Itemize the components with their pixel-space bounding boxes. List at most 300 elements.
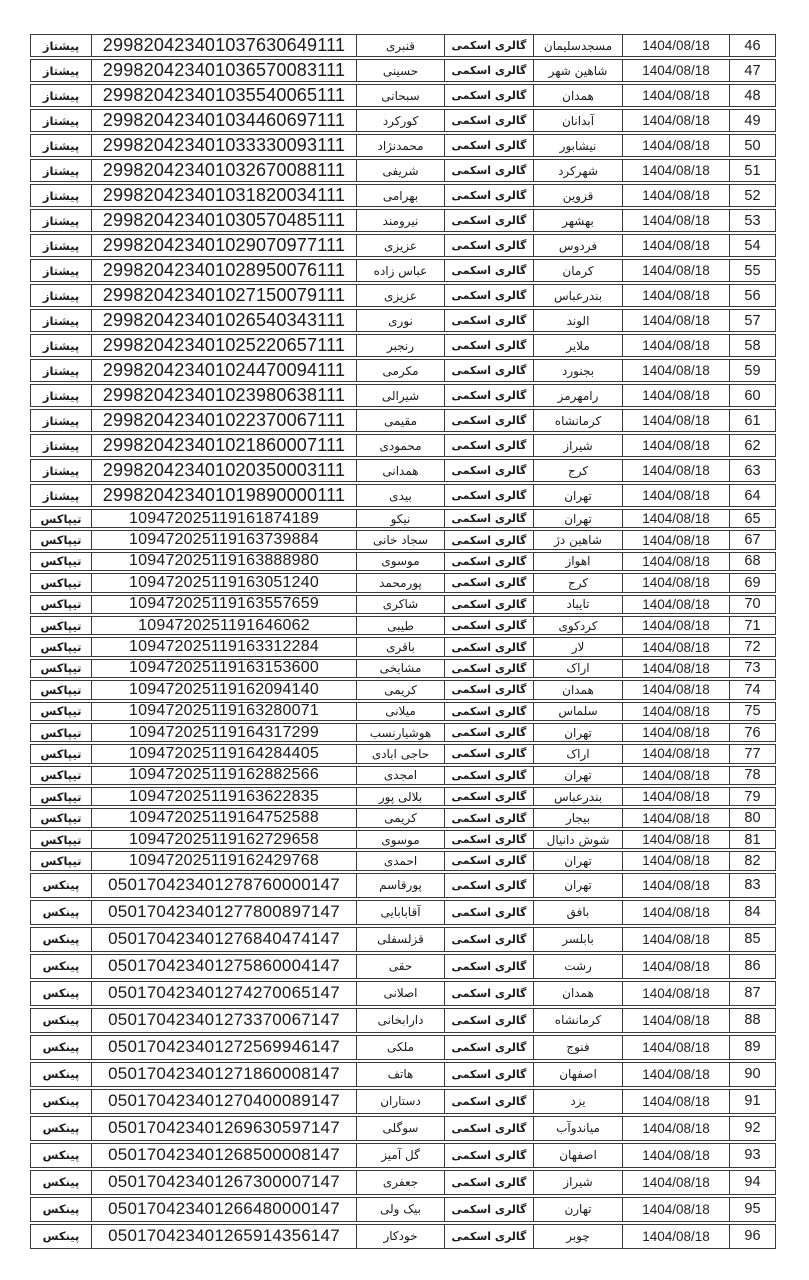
sender-cell: گالری اسکمی xyxy=(444,1089,534,1114)
sender-cell: گالری اسکمی xyxy=(444,766,534,785)
sender-cell: گالری اسکمی xyxy=(444,702,534,721)
destination-city-cell: تهارن xyxy=(533,1197,623,1222)
row-number-cell: 52 xyxy=(729,184,776,207)
row-number-cell: 68 xyxy=(729,552,776,571)
table-row xyxy=(30,787,776,806)
table-row xyxy=(30,954,776,979)
shipping-method-cell: پیشتاز xyxy=(30,34,92,57)
destination-city-cell: همدان xyxy=(533,84,623,107)
row-number-cell: 94 xyxy=(729,1170,776,1195)
date-cell: 1404/08/18 xyxy=(622,459,730,482)
recipient-name-cell: سبحانی xyxy=(356,84,445,107)
row-number-cell: 51 xyxy=(729,159,776,182)
recipient-name-cell: گل آمیز xyxy=(356,1143,445,1168)
tracking-number-cell: 109472025119164752588 xyxy=(91,808,357,827)
recipient-name-cell: آقابابایی xyxy=(356,900,445,925)
table-row xyxy=(30,184,776,207)
tracking-number-cell: 299820423401024470094111 xyxy=(91,359,357,382)
row-number-cell: 87 xyxy=(729,981,776,1006)
row-number-cell: 90 xyxy=(729,1062,776,1087)
shipping-method-cell: پیشتاز xyxy=(30,284,92,307)
recipient-name-cell: کریمی xyxy=(356,680,445,699)
sender-cell: گالری اسکمی xyxy=(444,744,534,763)
table-row xyxy=(30,134,776,157)
destination-city-cell: لار xyxy=(533,637,623,656)
recipient-name-cell: میلانی xyxy=(356,702,445,721)
tracking-number-cell: 299820423401027150079111 xyxy=(91,284,357,307)
tracking-number-cell: 299820423401033330093111 xyxy=(91,134,357,157)
date-cell: 1404/08/18 xyxy=(622,954,730,979)
recipient-name-cell: احمدی xyxy=(356,851,445,870)
tracking-number-cell: 109472025119163280071 xyxy=(91,702,357,721)
recipient-name-cell: مشایخی xyxy=(356,659,445,678)
destination-city-cell: فنوج xyxy=(533,1035,623,1060)
shipping-method-cell: پیشتاز xyxy=(30,184,92,207)
shipping-method-cell: پینکس xyxy=(30,954,92,979)
destination-city-cell: شهرکرد xyxy=(533,159,623,182)
destination-city-cell: شوش دانیال xyxy=(533,830,623,849)
sender-cell: گالری اسکمی xyxy=(444,552,534,571)
sender-cell: گالری اسکمی xyxy=(444,680,534,699)
row-number-cell: 61 xyxy=(729,409,776,432)
tracking-number-cell: 109472025119164284405 xyxy=(91,744,357,763)
tracking-number-cell: 299820423401026540343111 xyxy=(91,309,357,332)
row-number-cell: 76 xyxy=(729,723,776,742)
table-row xyxy=(30,109,776,132)
date-cell: 1404/08/18 xyxy=(622,981,730,1006)
shipping-method-cell: تیپاکس xyxy=(30,744,92,763)
sender-cell: گالری اسکمی xyxy=(444,484,534,507)
tracking-number-cell: 050170423401267300007147 xyxy=(91,1170,357,1195)
tracking-number-cell: 299820423401032670088111 xyxy=(91,159,357,182)
date-cell: 1404/08/18 xyxy=(622,873,730,898)
sender-cell: گالری اسکمی xyxy=(444,927,534,952)
date-cell: 1404/08/18 xyxy=(622,900,730,925)
row-number-cell: 88 xyxy=(729,1008,776,1033)
date-cell: 1404/08/18 xyxy=(622,552,730,571)
destination-city-cell: یزد xyxy=(533,1089,623,1114)
table-row xyxy=(30,744,776,763)
shipping-method-cell: پیشتاز xyxy=(30,134,92,157)
destination-city-cell: شاهین دژ xyxy=(533,530,623,549)
date-cell: 1404/08/18 xyxy=(622,680,730,699)
date-cell: 1404/08/18 xyxy=(622,702,730,721)
sender-cell: گالری اسکمی xyxy=(444,830,534,849)
table-row xyxy=(30,1008,776,1033)
table-row xyxy=(30,1089,776,1114)
recipient-name-cell: قزلسفلی xyxy=(356,927,445,952)
recipient-name-cell: بیک ولی xyxy=(356,1197,445,1222)
sender-cell: گالری اسکمی xyxy=(444,409,534,432)
sender-cell: گالری اسکمی xyxy=(444,359,534,382)
sender-cell: گالری اسکمی xyxy=(444,851,534,870)
recipient-name-cell: خودکار xyxy=(356,1224,445,1249)
recipient-name-cell: همدانی xyxy=(356,459,445,482)
table-row xyxy=(30,359,776,382)
sender-cell: گالری اسکمی xyxy=(444,59,534,82)
tracking-number-cell: 050170423401277800897147 xyxy=(91,900,357,925)
table-row xyxy=(30,900,776,925)
shipping-method-cell: پینکس xyxy=(30,1197,92,1222)
table-row xyxy=(30,1035,776,1060)
tracking-number-cell: 299820423401021860007111 xyxy=(91,434,357,457)
tracking-number-cell: 299820423401030570485111 xyxy=(91,209,357,232)
table-row xyxy=(30,59,776,82)
recipient-name-cell: پورقاسم xyxy=(356,873,445,898)
tracking-number-cell: 050170423401275860004147 xyxy=(91,954,357,979)
recipient-name-cell: کورکرد xyxy=(356,109,445,132)
sender-cell: گالری اسکمی xyxy=(444,209,534,232)
row-number-cell: 48 xyxy=(729,84,776,107)
destination-city-cell: بابلسر xyxy=(533,927,623,952)
shipping-method-cell: پیشتاز xyxy=(30,409,92,432)
shipping-method-cell: تیپاکس xyxy=(30,702,92,721)
date-cell: 1404/08/18 xyxy=(622,409,730,432)
recipient-name-cell: هاتف xyxy=(356,1062,445,1087)
tracking-number-cell: 109472025119163888980 xyxy=(91,552,357,571)
shipping-method-cell: تیپاکس xyxy=(30,552,92,571)
recipient-name-cell: مقیمی xyxy=(356,409,445,432)
table-row xyxy=(30,530,776,549)
date-cell: 1404/08/18 xyxy=(622,434,730,457)
table-row xyxy=(30,384,776,407)
tracking-number-cell: 050170423401270400089147 xyxy=(91,1089,357,1114)
tracking-number-cell: 299820423401028950076111 xyxy=(91,259,357,282)
tracking-number-cell: 109472025119162094140 xyxy=(91,680,357,699)
destination-city-cell: اصفهان xyxy=(533,1062,623,1087)
sender-cell: گالری اسکمی xyxy=(444,595,534,614)
shipping-method-cell: تیپاکس xyxy=(30,509,92,528)
table-row xyxy=(30,637,776,656)
table-row xyxy=(30,552,776,571)
date-cell: 1404/08/18 xyxy=(622,1062,730,1087)
destination-city-cell: شیراز xyxy=(533,434,623,457)
tracking-number-cell: 299820423401023980638111 xyxy=(91,384,357,407)
destination-city-cell: اراک xyxy=(533,744,623,763)
destination-city-cell: آبدانان xyxy=(533,109,623,132)
table-row xyxy=(30,309,776,332)
tracking-number-cell: 299820423401029070977111 xyxy=(91,234,357,257)
tracking-number-cell: 299820423401019890000111 xyxy=(91,484,357,507)
row-number-cell: 83 xyxy=(729,873,776,898)
shipping-method-cell: تیپاکس xyxy=(30,530,92,549)
date-cell: 1404/08/18 xyxy=(622,744,730,763)
shipping-method-cell: پیشتاز xyxy=(30,484,92,507)
row-number-cell: 70 xyxy=(729,595,776,614)
date-cell: 1404/08/18 xyxy=(622,334,730,357)
recipient-name-cell: سجاد خانی xyxy=(356,530,445,549)
date-cell: 1404/08/18 xyxy=(622,851,730,870)
date-cell: 1404/08/18 xyxy=(622,723,730,742)
table-row xyxy=(30,34,776,57)
row-number-cell: 64 xyxy=(729,484,776,507)
tracking-number-cell: 050170423401276840474147 xyxy=(91,927,357,952)
destination-city-cell: کردکوی xyxy=(533,616,623,635)
row-number-cell: 74 xyxy=(729,680,776,699)
row-number-cell: 84 xyxy=(729,900,776,925)
row-number-cell: 57 xyxy=(729,309,776,332)
sender-cell: گالری اسکمی xyxy=(444,1116,534,1141)
date-cell: 1404/08/18 xyxy=(622,309,730,332)
date-cell: 1404/08/18 xyxy=(622,927,730,952)
tracking-number-cell: 109472025119163622835 xyxy=(91,787,357,806)
sender-cell: گالری اسکمی xyxy=(444,659,534,678)
sender-cell: گالری اسکمی xyxy=(444,459,534,482)
date-cell: 1404/08/18 xyxy=(622,573,730,592)
table-row xyxy=(30,284,776,307)
sender-cell: گالری اسکمی xyxy=(444,808,534,827)
date-cell: 1404/08/18 xyxy=(622,830,730,849)
table-row xyxy=(30,409,776,432)
row-number-cell: 96 xyxy=(729,1224,776,1249)
shipping-method-cell: پینکس xyxy=(30,1224,92,1249)
shipping-method-cell: پینکس xyxy=(30,1062,92,1087)
shipments-table xyxy=(30,34,776,1251)
date-cell: 1404/08/18 xyxy=(622,1035,730,1060)
shipping-method-cell: تیپاکس xyxy=(30,595,92,614)
shipping-method-cell: تیپاکس xyxy=(30,573,92,592)
row-number-cell: 77 xyxy=(729,744,776,763)
destination-city-cell: تهران xyxy=(533,509,623,528)
shipping-method-cell: تیپاکس xyxy=(30,723,92,742)
shipping-method-cell: پیشتاز xyxy=(30,109,92,132)
sender-cell: گالری اسکمی xyxy=(444,1062,534,1087)
table-row xyxy=(30,808,776,827)
date-cell: 1404/08/18 xyxy=(622,1170,730,1195)
shipping-method-cell: پینکس xyxy=(30,1143,92,1168)
shipping-method-cell: پیشتاز xyxy=(30,209,92,232)
sender-cell: گالری اسکمی xyxy=(444,134,534,157)
tracking-number-cell: 299820423401037630649111 xyxy=(91,34,357,57)
sender-cell: گالری اسکمی xyxy=(444,259,534,282)
row-number-cell: 93 xyxy=(729,1143,776,1168)
recipient-name-cell: حاجی ابادی xyxy=(356,744,445,763)
destination-city-cell: بافق xyxy=(533,900,623,925)
tracking-number-cell: 050170423401266480000147 xyxy=(91,1197,357,1222)
sender-cell: گالری اسکمی xyxy=(444,1035,534,1060)
date-cell: 1404/08/18 xyxy=(622,509,730,528)
recipient-name-cell: باقری xyxy=(356,637,445,656)
table-row xyxy=(30,1062,776,1087)
table-row xyxy=(30,981,776,1006)
sender-cell: گالری اسکمی xyxy=(444,954,534,979)
sender-cell: گالری اسکمی xyxy=(444,873,534,898)
shipping-method-cell: تیپاکس xyxy=(30,830,92,849)
table-row xyxy=(30,616,776,635)
table-row xyxy=(30,84,776,107)
destination-city-cell: سلماس xyxy=(533,702,623,721)
date-cell: 1404/08/18 xyxy=(622,59,730,82)
sender-cell: گالری اسکمی xyxy=(444,334,534,357)
row-number-cell: 79 xyxy=(729,787,776,806)
tracking-number-cell: 1094720251191646062 xyxy=(91,616,357,635)
destination-city-cell: همدان xyxy=(533,680,623,699)
shipping-method-cell: پیشتاز xyxy=(30,384,92,407)
recipient-name-cell: بیدی xyxy=(356,484,445,507)
row-number-cell: 73 xyxy=(729,659,776,678)
shipping-method-cell: تیپاکس xyxy=(30,616,92,635)
tracking-number-cell: 050170423401278760000147 xyxy=(91,873,357,898)
destination-city-cell: شیراز xyxy=(533,1170,623,1195)
table-row xyxy=(30,234,776,257)
row-number-cell: 81 xyxy=(729,830,776,849)
row-number-cell: 72 xyxy=(729,637,776,656)
table-row xyxy=(30,159,776,182)
date-cell: 1404/08/18 xyxy=(622,530,730,549)
tracking-number-cell: 109472025119164317299 xyxy=(91,723,357,742)
table-row xyxy=(30,209,776,232)
tracking-number-cell: 050170423401265914356147 xyxy=(91,1224,357,1249)
recipient-name-cell: اصلانی xyxy=(356,981,445,1006)
destination-city-cell: فردوس xyxy=(533,234,623,257)
tracking-number-cell: 109472025119163153600 xyxy=(91,659,357,678)
shipping-method-cell: پیشتاز xyxy=(30,309,92,332)
table-row xyxy=(30,1143,776,1168)
shipping-method-cell: تیپاکس xyxy=(30,808,92,827)
tracking-number-cell: 299820423401025220657111 xyxy=(91,334,357,357)
row-number-cell: 92 xyxy=(729,1116,776,1141)
shipping-method-cell: پینکس xyxy=(30,1116,92,1141)
shipping-method-cell: تیپاکس xyxy=(30,787,92,806)
date-cell: 1404/08/18 xyxy=(622,34,730,57)
recipient-name-cell: شریفی xyxy=(356,159,445,182)
recipient-name-cell: نیکو xyxy=(356,509,445,528)
destination-city-cell: کرج xyxy=(533,459,623,482)
row-number-cell: 69 xyxy=(729,573,776,592)
sender-cell: گالری اسکمی xyxy=(444,1197,534,1222)
date-cell: 1404/08/18 xyxy=(622,659,730,678)
table-row xyxy=(30,334,776,357)
recipient-name-cell: نوری xyxy=(356,309,445,332)
sender-cell: گالری اسکمی xyxy=(444,434,534,457)
destination-city-cell: مسجدسلیمان xyxy=(533,34,623,57)
date-cell: 1404/08/18 xyxy=(622,1089,730,1114)
tracking-number-cell: 109472025119162882566 xyxy=(91,766,357,785)
sender-cell: گالری اسکمی xyxy=(444,616,534,635)
tracking-number-cell: 050170423401268500008147 xyxy=(91,1143,357,1168)
table-row xyxy=(30,509,776,528)
sender-cell: گالری اسکمی xyxy=(444,1143,534,1168)
row-number-cell: 56 xyxy=(729,284,776,307)
row-number-cell: 67 xyxy=(729,530,776,549)
table-row xyxy=(30,434,776,457)
sender-cell: گالری اسکمی xyxy=(444,1008,534,1033)
sender-cell: گالری اسکمی xyxy=(444,34,534,57)
tracking-number-cell: 050170423401269630597147 xyxy=(91,1116,357,1141)
shipping-method-cell: تیپاکس xyxy=(30,851,92,870)
date-cell: 1404/08/18 xyxy=(622,1116,730,1141)
recipient-name-cell: پورمحمد xyxy=(356,573,445,592)
destination-city-cell: اراک xyxy=(533,659,623,678)
row-number-cell: 75 xyxy=(729,702,776,721)
date-cell: 1404/08/18 xyxy=(622,808,730,827)
destination-city-cell: تهران xyxy=(533,766,623,785)
destination-city-cell: الوند xyxy=(533,309,623,332)
recipient-name-cell: جعفری xyxy=(356,1170,445,1195)
date-cell: 1404/08/18 xyxy=(622,1008,730,1033)
destination-city-cell: چوبر xyxy=(533,1224,623,1249)
destination-city-cell: اصفهان xyxy=(533,1143,623,1168)
recipient-name-cell: محمدنژاد xyxy=(356,134,445,157)
sender-cell: گالری اسکمی xyxy=(444,184,534,207)
row-number-cell: 80 xyxy=(729,808,776,827)
row-number-cell: 46 xyxy=(729,34,776,57)
shipping-method-cell: تیپاکس xyxy=(30,659,92,678)
sender-cell: گالری اسکمی xyxy=(444,159,534,182)
recipient-name-cell: شاکری xyxy=(356,595,445,614)
recipient-name-cell: شیرالی xyxy=(356,384,445,407)
row-number-cell: 62 xyxy=(729,434,776,457)
table-row xyxy=(30,1116,776,1141)
row-number-cell: 54 xyxy=(729,234,776,257)
tracking-number-cell: 050170423401271860008147 xyxy=(91,1062,357,1087)
sender-cell: گالری اسکمی xyxy=(444,234,534,257)
date-cell: 1404/08/18 xyxy=(622,1143,730,1168)
shipping-method-cell: پینکس xyxy=(30,927,92,952)
recipient-name-cell: رنجبر xyxy=(356,334,445,357)
sender-cell: گالری اسکمی xyxy=(444,723,534,742)
destination-city-cell: تهران xyxy=(533,851,623,870)
row-number-cell: 50 xyxy=(729,134,776,157)
date-cell: 1404/08/18 xyxy=(622,184,730,207)
row-number-cell: 82 xyxy=(729,851,776,870)
date-cell: 1404/08/18 xyxy=(622,637,730,656)
table-row xyxy=(30,259,776,282)
destination-city-cell: بندرعباس xyxy=(533,284,623,307)
destination-city-cell: اهواز xyxy=(533,552,623,571)
sender-cell: گالری اسکمی xyxy=(444,109,534,132)
shipping-method-cell: پیشتاز xyxy=(30,84,92,107)
date-cell: 1404/08/18 xyxy=(622,766,730,785)
shipping-method-cell: پینکس xyxy=(30,1089,92,1114)
shipping-method-cell: پینکس xyxy=(30,900,92,925)
destination-city-cell: بهشهر xyxy=(533,209,623,232)
tracking-number-cell: 299820423401035540065111 xyxy=(91,84,357,107)
row-number-cell: 91 xyxy=(729,1089,776,1114)
destination-city-cell: تهران xyxy=(533,723,623,742)
date-cell: 1404/08/18 xyxy=(622,209,730,232)
table-row xyxy=(30,595,776,614)
destination-city-cell: میاندوآب xyxy=(533,1116,623,1141)
recipient-name-cell: کریمی xyxy=(356,808,445,827)
table-row xyxy=(30,873,776,898)
shipping-method-cell: تیپاکس xyxy=(30,637,92,656)
recipient-name-cell: موسوی xyxy=(356,830,445,849)
date-cell: 1404/08/18 xyxy=(622,595,730,614)
shipping-method-cell: پیشتاز xyxy=(30,459,92,482)
row-number-cell: 78 xyxy=(729,766,776,785)
tracking-number-cell: 299820423401036570083111 xyxy=(91,59,357,82)
tracking-number-cell: 109472025119163557659 xyxy=(91,595,357,614)
destination-city-cell: تایباد xyxy=(533,595,623,614)
sender-cell: گالری اسکمی xyxy=(444,309,534,332)
table-row xyxy=(30,927,776,952)
shipping-method-cell: پینکس xyxy=(30,873,92,898)
table-row xyxy=(30,1224,776,1249)
destination-city-cell: بیجار xyxy=(533,808,623,827)
date-cell: 1404/08/18 xyxy=(622,109,730,132)
shipping-method-cell: پیشتاز xyxy=(30,359,92,382)
table-row xyxy=(30,766,776,785)
recipient-name-cell: هوشیارنسب xyxy=(356,723,445,742)
row-number-cell: 65 xyxy=(729,509,776,528)
recipient-name-cell: محمودی xyxy=(356,434,445,457)
date-cell: 1404/08/18 xyxy=(622,616,730,635)
date-cell: 1404/08/18 xyxy=(622,259,730,282)
date-cell: 1404/08/18 xyxy=(622,1224,730,1249)
row-number-cell: 60 xyxy=(729,384,776,407)
date-cell: 1404/08/18 xyxy=(622,134,730,157)
